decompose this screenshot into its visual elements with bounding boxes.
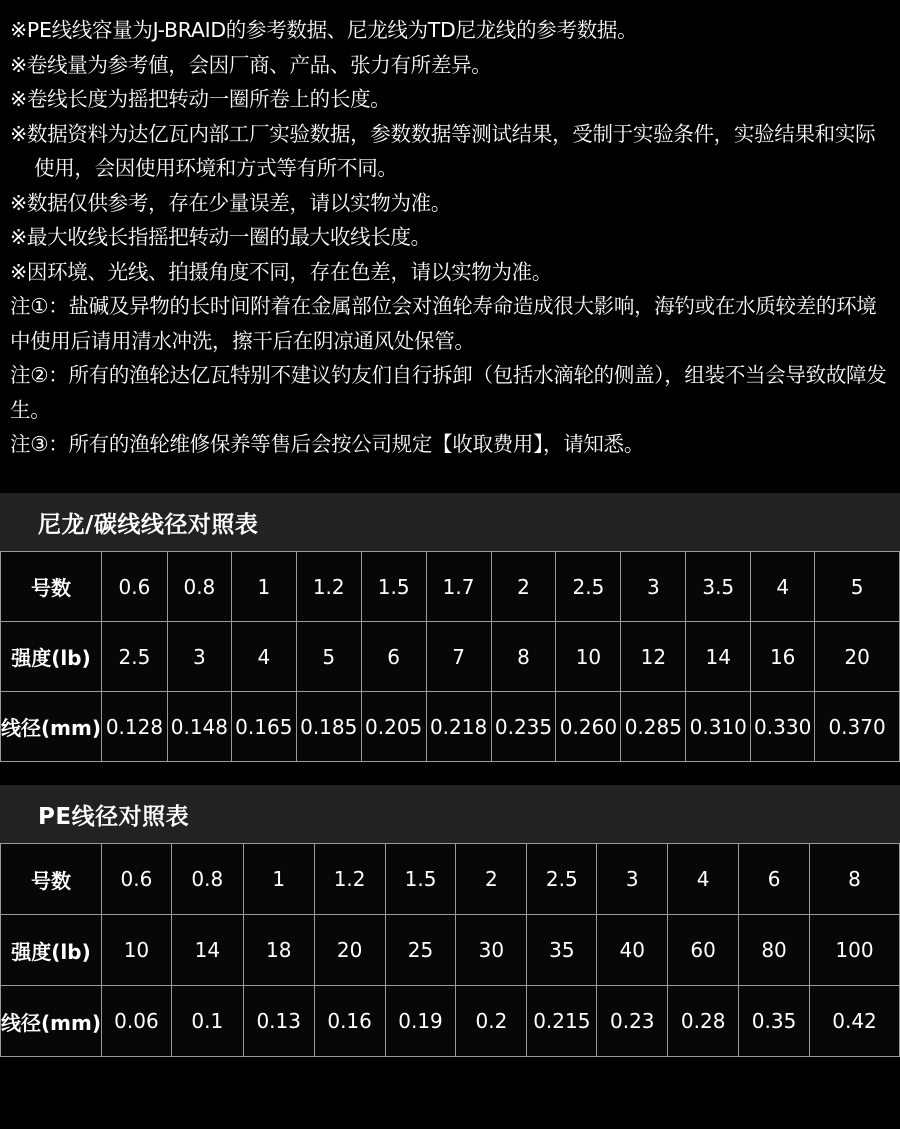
table-cell: 0.330 [751,692,815,762]
note-line: 注③：所有的渔轮维修保养等售后会按公司规定【收取费用】，请知悉。 [10,432,645,456]
table-cell: 1.5 [361,552,426,622]
table-cell: 0.42 [810,986,900,1057]
table-cell: 8 [491,622,556,692]
row-label: 强度(lb) [1,915,102,986]
note-line: ※数据仅供参考，存在少量误差，请以实物为准。 [10,190,452,215]
table-cell: 0.28 [668,986,739,1057]
table-cell: 100 [810,915,900,986]
note-line: ※最大收线长指摇把转动一圈的最大收线长度。 [10,225,431,249]
nylon-table-title: 尼龙/碳线线径对照表 [0,493,900,551]
row-label: 号数 [1,844,102,915]
row-label: 线径(mm) [1,986,102,1057]
table-cell: 1 [243,844,314,915]
table-cell: 0.128 [101,692,167,762]
table-cell: 1.2 [314,844,385,915]
table-cell: 0.260 [556,692,621,762]
nylon-diameter-table [0,551,900,762]
table-cell: 14 [686,622,751,692]
table-cell: 0.23 [597,986,668,1057]
table-cell: 7 [426,622,491,692]
table-cell: 1.5 [385,844,456,915]
table-cell: 0.215 [527,986,597,1057]
table-cell: 2.5 [556,552,621,622]
table-cell: 8 [810,844,900,915]
table-row [1,692,900,762]
table-row [1,552,900,622]
table-cell: 18 [243,915,314,986]
table-cell: 1.7 [426,552,491,622]
table-cell: 60 [668,915,739,986]
table-cell: 0.205 [361,692,426,762]
table-cell: 2 [456,844,527,915]
table-cell: 10 [556,622,621,692]
table-cell: 6 [739,844,810,915]
table-cell: 4 [668,844,739,915]
table-cell: 40 [597,915,668,986]
table-cell: 30 [456,915,527,986]
table-cell: 0.235 [491,692,556,762]
table-cell: 0.35 [739,986,810,1057]
table-cell: 0.6 [101,844,171,915]
table-cell: 20 [314,915,385,986]
table-cell: 0.19 [385,986,456,1057]
row-label: 强度(lb) [1,622,102,692]
table-cell: 0.8 [171,844,243,915]
table-row [1,844,900,915]
table-cell: 0.6 [101,552,167,622]
table-cell: 0.148 [167,692,231,762]
table-cell: 3 [167,622,231,692]
table-cell: 0.285 [621,692,686,762]
table-cell: 1 [231,552,296,622]
table-cell: 4 [751,552,815,622]
table-row [1,622,900,692]
table-cell: 2.5 [527,844,597,915]
table-cell: 35 [527,915,597,986]
pe-table-title: PE线径对照表 [0,785,900,843]
table-cell: 5 [296,622,361,692]
table-cell: 0.218 [426,692,491,762]
table-cell: 3 [621,552,686,622]
table-row [1,986,900,1057]
note-line: ※数据资料为达亿瓦内部工厂实验数据，参数数据等测试结果，受制于实验条件，实验结果和实际使用，会因使用环境和方式等有所不同。 [10,121,876,180]
note-line: 注①：盐碱及异物的长时间附着在金属部位会对渔轮寿命造成很大影响，海钓或在水质较差的环境中使用后请用清水冲洗，擦干后在阴凉通风处保管。 [10,294,877,353]
pe-diameter-table [0,843,900,1057]
table-cell: 0.1 [171,986,243,1057]
table-cell: 3.5 [686,552,751,622]
table-row [1,915,900,986]
table-cell: 16 [751,622,815,692]
table-cell: 0.2 [456,986,527,1057]
note-line: ※因环境、光线、拍摄角度不同，存在色差，请以实物为准。 [10,259,553,284]
table-cell: 0.16 [314,986,385,1057]
table-cell: 0.185 [296,692,361,762]
table-cell: 0.06 [101,986,171,1057]
note-line: ※卷线量为参考値，会因厂商、产品、张力有所差异。 [10,52,492,77]
table-cell: 0.165 [231,692,296,762]
note-line: ※PE线线容量为J-BRAID的参考数据、尼龙线为TD尼龙线的参考数据。 [10,18,638,42]
table-cell: 10 [101,915,171,986]
table-cell: 0.8 [167,552,231,622]
table-cell: 1.2 [296,552,361,622]
table-cell: 80 [739,915,810,986]
note-line: ※卷线长度为摇把转动一圈所卷上的长度。 [10,87,391,111]
table-cell: 14 [171,915,243,986]
table-cell: 4 [231,622,296,692]
table-cell: 6 [361,622,426,692]
table-cell: 5 [815,552,900,622]
table-cell: 3 [597,844,668,915]
row-label: 号数 [1,552,102,622]
note-line: 注②：所有的渔轮达亿瓦特别不建议钓友们自行拆卸（包括水滴轮的侧盖），组装不当会导致故障发生。 [10,363,887,422]
row-label: 线径(mm) [1,692,102,762]
table-cell: 2 [491,552,556,622]
table-cell: 0.310 [686,692,751,762]
table-cell: 0.13 [243,986,314,1057]
table-cell: 0.370 [815,692,900,762]
table-cell: 20 [815,622,900,692]
table-cell: 25 [385,915,456,986]
table-cell: 2.5 [101,622,167,692]
notes-section [0,0,890,462]
table-cell: 12 [621,622,686,692]
